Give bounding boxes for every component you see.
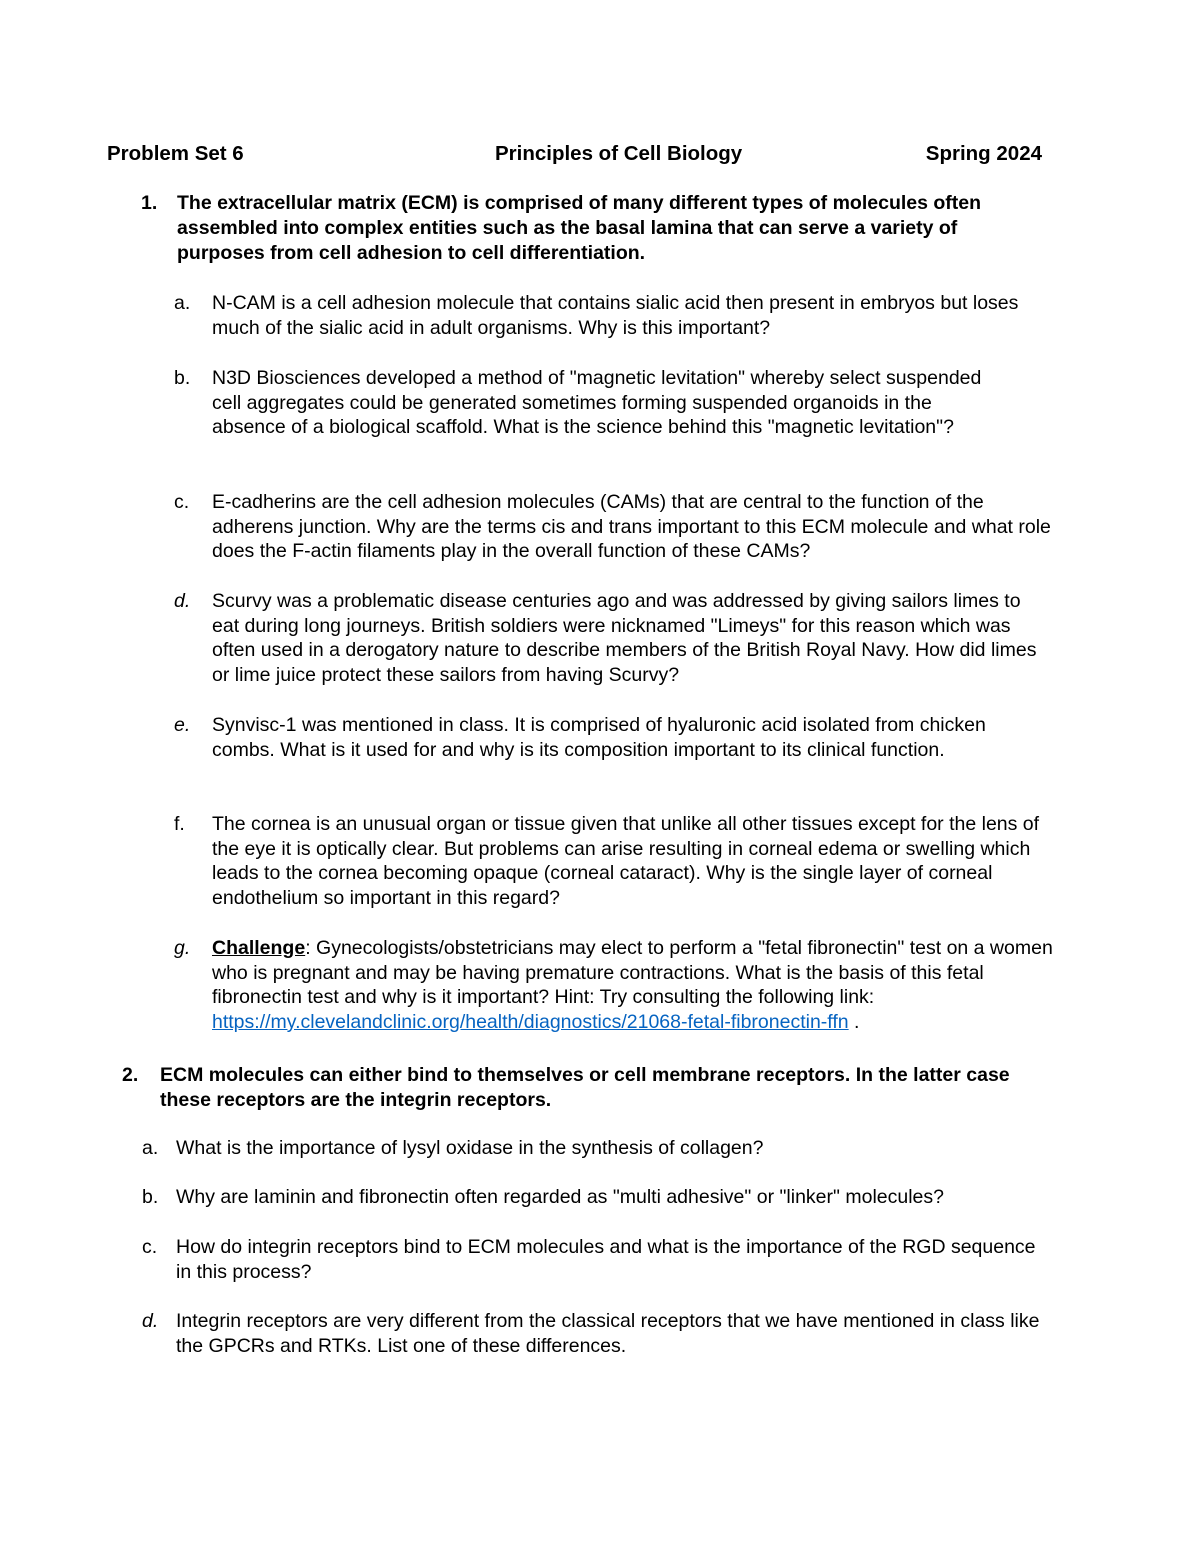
item-marker: a. <box>174 292 191 314</box>
item-marker: b. <box>174 367 191 389</box>
item-text <box>212 936 1058 1034</box>
item-marker: e. <box>174 714 191 736</box>
question-2-text: ECM molecules can either bind to themselves or cell membrane receptors. In the latter case these receptors are the integrin receptors. <box>160 1064 1010 1111</box>
item-text: N-CAM is a cell adhesion molecule that contains sialic acid then present in embryos but loses much of the sialic acid in adult organisms. Why is this important? <box>212 292 1019 339</box>
item-text: What is the importance of lysyl oxidase in the synthesis of collagen? <box>176 1137 764 1159</box>
question-1-text: The extracellular matrix (ECM) is comprised of many different types of molecules often assembled into complex entities such as the basal lamina that can serve a variety of purposes from cell adhesion to cell differentiation. <box>177 192 982 264</box>
item-text: Synvisc-1 was mentioned in class. It is comprised of hyaluronic acid isolated from chicken combs. What is it used for and why is its composition important to its clinical function. <box>212 714 986 761</box>
fetal-fibronectin-link[interactable]: https://my.clevelandclinic.org/health/diagnostics/21068-fetal-fibronectin-ffn <box>212 1010 849 1033</box>
challenge-end: . <box>848 1010 860 1033</box>
header-term: Spring 2024 <box>925 142 1042 165</box>
question-1-number: 1. <box>141 192 158 214</box>
item-text: How do integrin receptors bind to ECM molecules and what is the importance of the RGD sequence in this process? <box>176 1236 1036 1283</box>
header-course-title: Principles of Cell Biology <box>495 142 743 165</box>
challenge-label: Challenge <box>212 937 306 959</box>
page-header <box>107 141 1042 167</box>
item-text: E-cadherins are the cell adhesion molecules (CAMs) that are central to the function of the adherens junction. Why are the terms cis and trans important to this ECM molecule and what role does the F-actin filaments play in the overall function of these CAMs? <box>212 491 1051 563</box>
question-2 <box>122 1063 1052 1115</box>
item-marker: d. <box>142 1310 159 1332</box>
item-text: The cornea is an unusual organ or tissue given that unlike all other tissues except for the lens of the eye it is optically clear. But problems can arise resulting in corneal edema or swelling which leads to the cornea becoming opaque (corneal cataract). Why is the single layer of corneal endothelium so important in this regard? <box>212 813 1040 909</box>
item-marker: c. <box>174 491 190 513</box>
item-marker: g. <box>174 937 191 959</box>
header-course-set: Problem Set 6 <box>107 142 244 165</box>
item-text: N3D Biosciences developed a method of "magnetic levitation" whereby select suspended cell aggregates could be generated sometimes forming suspended organoids in the absence of a biological scaffold. What is the science behind this "magnetic levitation"? <box>212 367 982 439</box>
item-marker: b. <box>142 1186 159 1208</box>
item-text: Why are laminin and fibronectin often regarded as "multi adhesive" or "linker" molecules? <box>176 1186 944 1208</box>
item-marker: d. <box>174 590 191 612</box>
item-marker: c. <box>142 1236 158 1258</box>
item-text: Scurvy was a problematic disease centuries ago and was addressed by giving sailors limes to eat during long journeys. British soldiers were nicknamed "Limeys" for this reason which was often used in a derogatory nature to describe members of the British Royal Navy. How did limes or lime juice protect these sailors from having Scurvy? <box>212 590 1037 686</box>
item-marker: f. <box>174 813 185 835</box>
question-2-number: 2. <box>122 1064 139 1086</box>
item-text: Integrin receptors are very different from the classical receptors that we have mentioned in class like the GPCRs and RTKs. List one of these differences. <box>176 1310 1040 1357</box>
item-marker: a. <box>142 1137 159 1159</box>
question-1 <box>141 191 1021 271</box>
challenge-text: : Gynecologists/obstetricians may elect to perform a "fetal fibronectin" test on a women who is pregnant and may be having premature contractions. What is the basis of this fetal fibronectin test and why is it important? Hint: Try consulting the following link: <box>212 937 1053 1009</box>
